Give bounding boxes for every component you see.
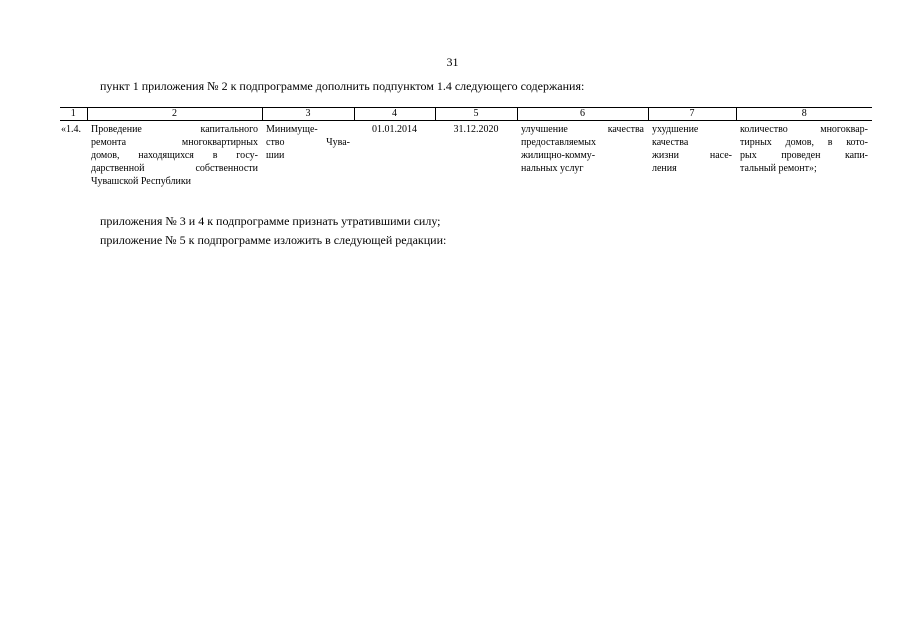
cell-line: ления: [652, 163, 677, 174]
table-row: [60, 121, 872, 189]
table-header-cell: 2: [87, 108, 262, 121]
executor-cell: [262, 121, 354, 189]
indicator-cell: [736, 121, 872, 189]
cell-line: ухудшение: [652, 124, 699, 135]
table-header-cell: 8: [736, 108, 872, 121]
expected-result-cell: [517, 121, 648, 189]
cell-line: Проведение капитального: [91, 124, 258, 135]
event-name-cell: [87, 121, 262, 189]
cell-line: нальных услуг: [521, 163, 584, 174]
table-header-cell: 4: [354, 108, 435, 121]
cell-line: домов, находящихся в госу-: [91, 150, 258, 161]
table-header-cell: 7: [648, 108, 736, 121]
end-date-cell: 31.12.2020: [453, 124, 499, 135]
page-number: 31: [446, 55, 459, 69]
table-header-cell: 3: [262, 108, 354, 121]
after-paragraph-2: приложение № 5 к подпрограмме изложить в следующей редакции:: [100, 233, 447, 247]
cell-line: качества: [652, 137, 689, 148]
cell-line: рых проведен капи-: [740, 150, 868, 161]
cell-line: ство Чува-: [266, 137, 350, 148]
after-paragraph-1: приложения № 3 и 4 к подпрограмме признать утратившими силу;: [100, 214, 441, 228]
cell-line: ремонта многоквартирных: [91, 137, 258, 148]
cell-line: Чувашской Республики: [91, 176, 192, 187]
table-header-cell: 6: [517, 108, 648, 121]
table-header-cell: 1: [60, 108, 87, 121]
cell-line: жизни насе-: [652, 150, 732, 161]
table-header-cell: 5: [435, 108, 517, 121]
cell-line: предоставляемых: [521, 137, 597, 148]
cell-line: дарственной собственности: [91, 163, 258, 174]
row-number: «1.4.: [61, 124, 81, 135]
intro-paragraph: пункт 1 приложения № 2 к подпрограмме дополнить подпунктом 1.4 следующего содержания:: [100, 79, 585, 93]
consequence-cell: [648, 121, 736, 189]
cell-line: Минимуще-: [266, 124, 318, 135]
cell-line: тирных домов, в кото-: [740, 137, 868, 148]
cell-line: тальный ремонт»;: [740, 163, 817, 174]
program-table: [60, 107, 872, 188]
table-header-row: [60, 108, 872, 121]
cell-line: жилищно-комму-: [521, 150, 596, 161]
cell-line: количество многоквар-: [740, 124, 868, 135]
start-date-cell: 01.01.2014: [372, 124, 417, 135]
cell-line: шии: [266, 150, 285, 161]
cell-line: улучшение качества: [521, 124, 644, 135]
